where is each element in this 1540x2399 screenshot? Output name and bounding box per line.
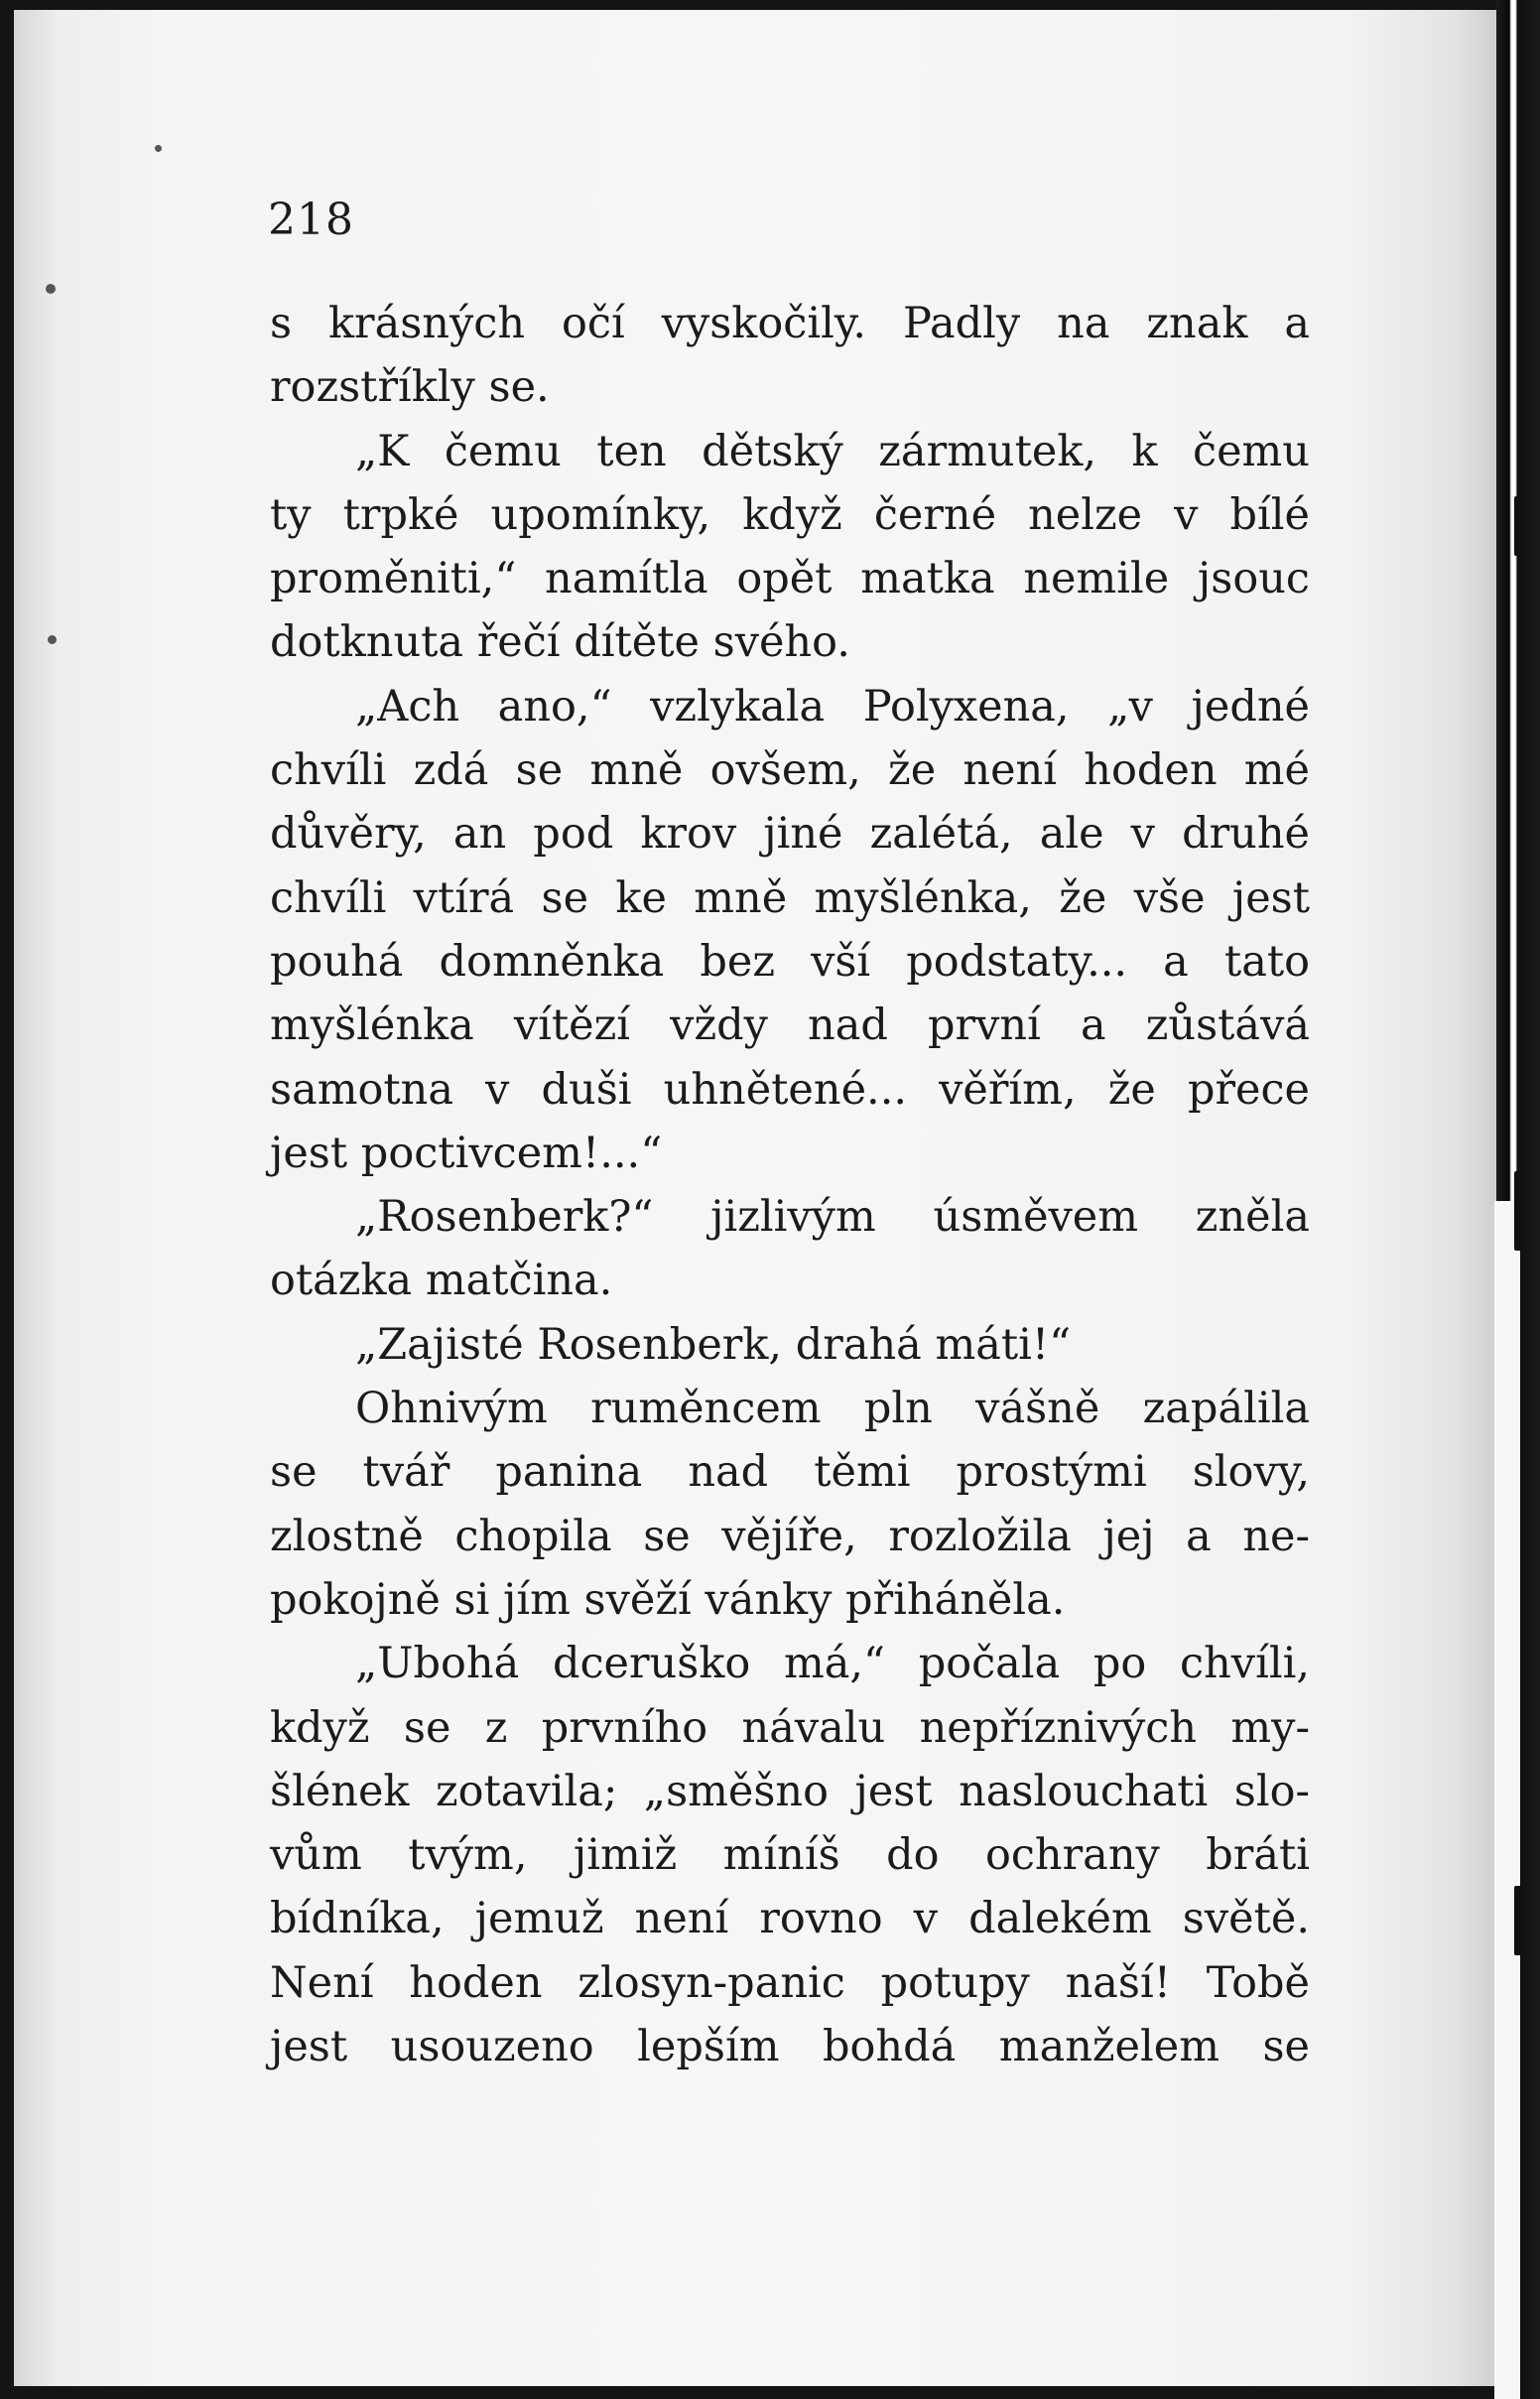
text-line: vům tvým, jimiž míníš do ochrany bráti bbox=[270, 1830, 1310, 1881]
text-line: „K čemu ten dětský zármutek, k čemu bbox=[355, 426, 1310, 476]
text-line: chvíli vtírá se ke mně myšlénka, že vše jest bbox=[270, 872, 1310, 923]
text-line: otázka matčina. bbox=[270, 1256, 613, 1306]
text-line: „Rosenberk?“ jizlivým úsměvem zněla bbox=[355, 1192, 1310, 1243]
text-line: chvíli zdá se mně ovšem, že není hoden mé bbox=[270, 745, 1310, 796]
text-line: jest poctivcem!...“ bbox=[270, 1128, 663, 1178]
text-line: s krásných očí vyskočily. Padly na znak a bbox=[270, 299, 1310, 348]
text-line: Není hoden zlosyn-panic potupy naší! Tobě bbox=[270, 1957, 1310, 2008]
text-line: rozstříkly se. bbox=[270, 362, 550, 413]
text-line: když se z prvního návalu nepříznivých my- bbox=[270, 1702, 1310, 1753]
text-line: se tvář panina nad těmi prostými slovy, bbox=[270, 1447, 1310, 1498]
text-line: „Zajisté Rosenberk, drahá máti!“ bbox=[355, 1319, 1072, 1370]
text-line: pouhá domněnka bez vší podstaty... a tato bbox=[270, 936, 1310, 987]
page-edge-light bbox=[1494, 1201, 1520, 2399]
text-line: myšlénka vítězí vždy nad první a zůstává bbox=[270, 1000, 1310, 1051]
paper-speck bbox=[155, 145, 162, 152]
paper-speck bbox=[46, 284, 56, 294]
text-line: proměniti,“ namítla opět matka nemile jsouc bbox=[270, 554, 1310, 604]
text-line: ty trpké upomínky, když černé nelze v bílé bbox=[270, 489, 1310, 540]
text-line: dotknuta řečí dítěte svého. bbox=[270, 617, 850, 668]
text-line: bídníka, jemuž není rovno v dalekém světě. bbox=[270, 1894, 1310, 1944]
edge-mark bbox=[1514, 1886, 1524, 1955]
text-line: Ohnivým ruměncem pln vášně zapálila bbox=[355, 1384, 1310, 1434]
text-line: samotna v duši uhnětené... věřím, že přece bbox=[270, 1064, 1310, 1115]
text-line: šlének zotavila; „směšno jest naslouchati slo- bbox=[270, 1766, 1310, 1816]
page-text-body bbox=[270, 292, 1310, 2078]
page-number: 218 bbox=[268, 195, 354, 245]
text-line: „Ach ano,“ vzlykala Polyxena, „v jedné bbox=[355, 681, 1310, 732]
text-line: zlostně chopila se vějíře, rozložila jej a ne- bbox=[270, 1511, 1310, 1561]
paper-speck bbox=[48, 635, 57, 644]
text-line: „Ubohá dceruško má,“ počala po chvíli, bbox=[355, 1639, 1310, 1689]
text-line: důvěry, an pod krov jiné zalétá, ale v druhé bbox=[270, 809, 1310, 860]
text-line: pokojně si jím svěží vánky přiháněla. bbox=[270, 1574, 1066, 1625]
text-line: jest usouzeno lepším bohdá manželem se bbox=[270, 2022, 1310, 2072]
edge-mark bbox=[1514, 496, 1524, 556]
edge-mark bbox=[1514, 1171, 1524, 1251]
